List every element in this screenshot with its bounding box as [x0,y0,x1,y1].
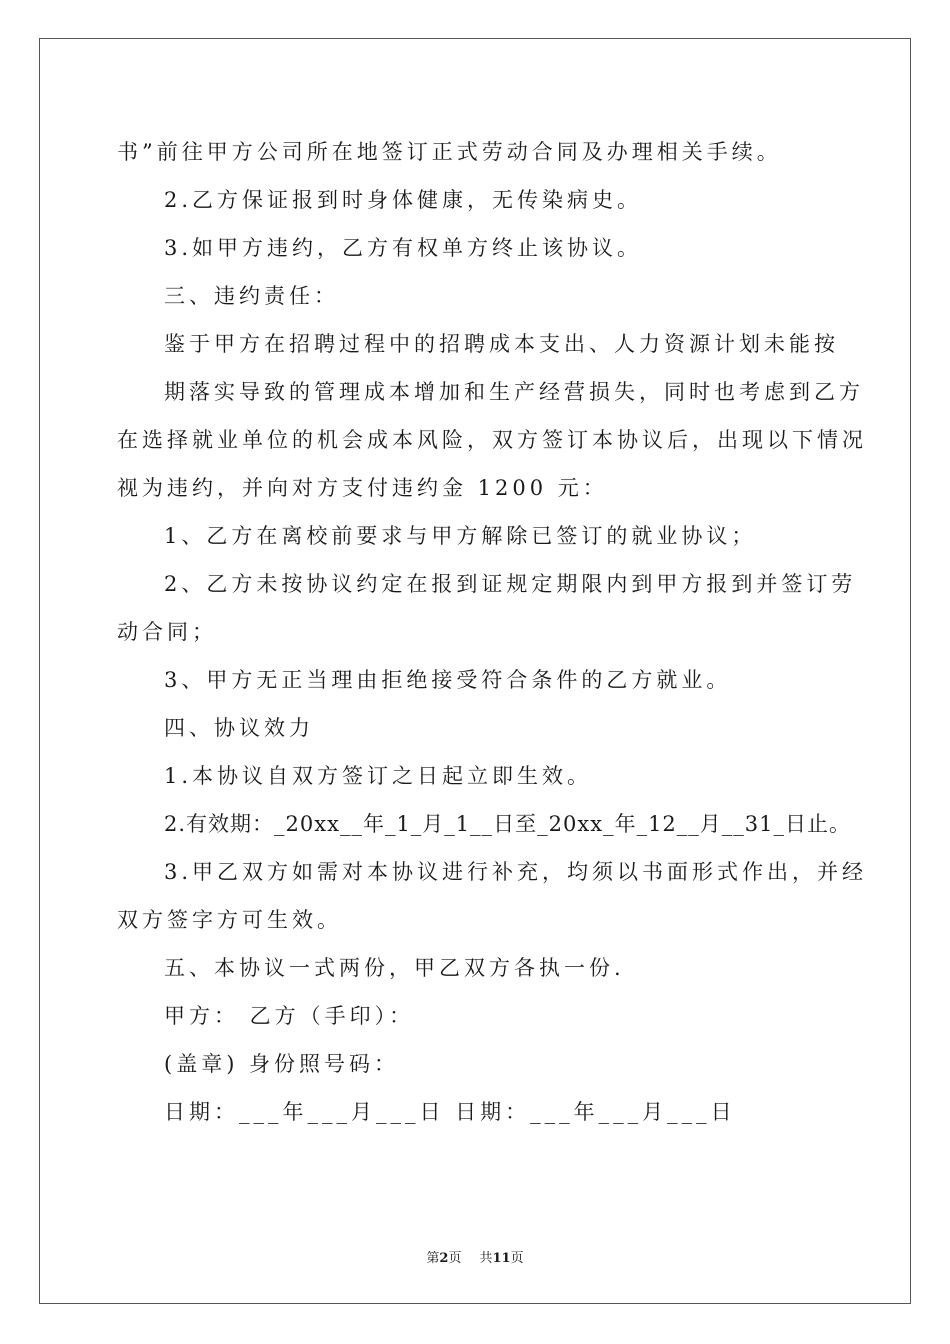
paragraph-line: 动合同； [117,620,217,644]
section-heading: 四、协议效力 [164,716,314,740]
page-total: 11 [492,1251,511,1266]
document-body [117,128,868,1136]
list-item: 3、甲方无正当理由拒绝接受符合条件的乙方就业。 [164,668,732,692]
total-unit: 页 [510,1251,524,1266]
section-heading: 五、本协议一式两份，甲乙双方各执一份. [164,956,625,980]
paragraph-line: 期落实导致的管理成本增加和生产经营损失，同时也考虑到乙方 [164,380,864,404]
paragraph-line: 1.本协议自双方签订之日起立即生效。 [164,764,593,788]
signature-seal-line: (盖章) 身份照号码： [164,1052,400,1076]
paragraph-line: 视为违约，并向对方支付违约金 1200 元： [117,476,608,500]
paragraph-line: 双方签字方可生效。 [117,908,342,932]
total-prefix: 共 [479,1251,493,1266]
paragraph-line: 书”前往甲方公司所在地签订正式劳动合同及办理相关手续。 [117,140,782,164]
paragraph-line: 在选择就业单位的机会成本风险，双方签订本协议后，出现以下情况 [117,428,867,452]
paragraph-line: 3.甲乙双方如需对本协议进行补充，均须以书面形式作出，并经 [164,860,868,884]
paragraph-line: 3.如甲方违约，乙方有权单方终止该协议。 [164,236,643,260]
list-item: 1、乙方在离校前要求与甲方解除已签订的就业协议； [164,524,757,548]
page-unit: 页 [448,1251,462,1266]
paragraph-line: 鉴于甲方在招聘过程中的招聘成本支出、人力资源计划未能按 [164,332,839,356]
signature-party-line: 甲方： 乙方（手印）： [164,1004,415,1028]
signature-date-line: 日期：___年___月___日 日期：___年___月___日 [164,1100,736,1124]
page-footer [0,1247,950,1266]
list-item: 2、乙方未按协议约定在报到证规定期限内到甲方报到并签订劳 [164,572,857,596]
page-prefix: 第 [426,1251,440,1266]
validity-period-line: 2.有效期：_20xx__年_1_月_1__日至_20xx_年_12__月__31_日止。 [164,812,852,836]
section-heading: 三、违约责任： [164,284,339,308]
page-current: 2 [439,1251,449,1266]
paragraph-line: 2.乙方保证报到时身体健康，无传染病史。 [164,188,643,212]
